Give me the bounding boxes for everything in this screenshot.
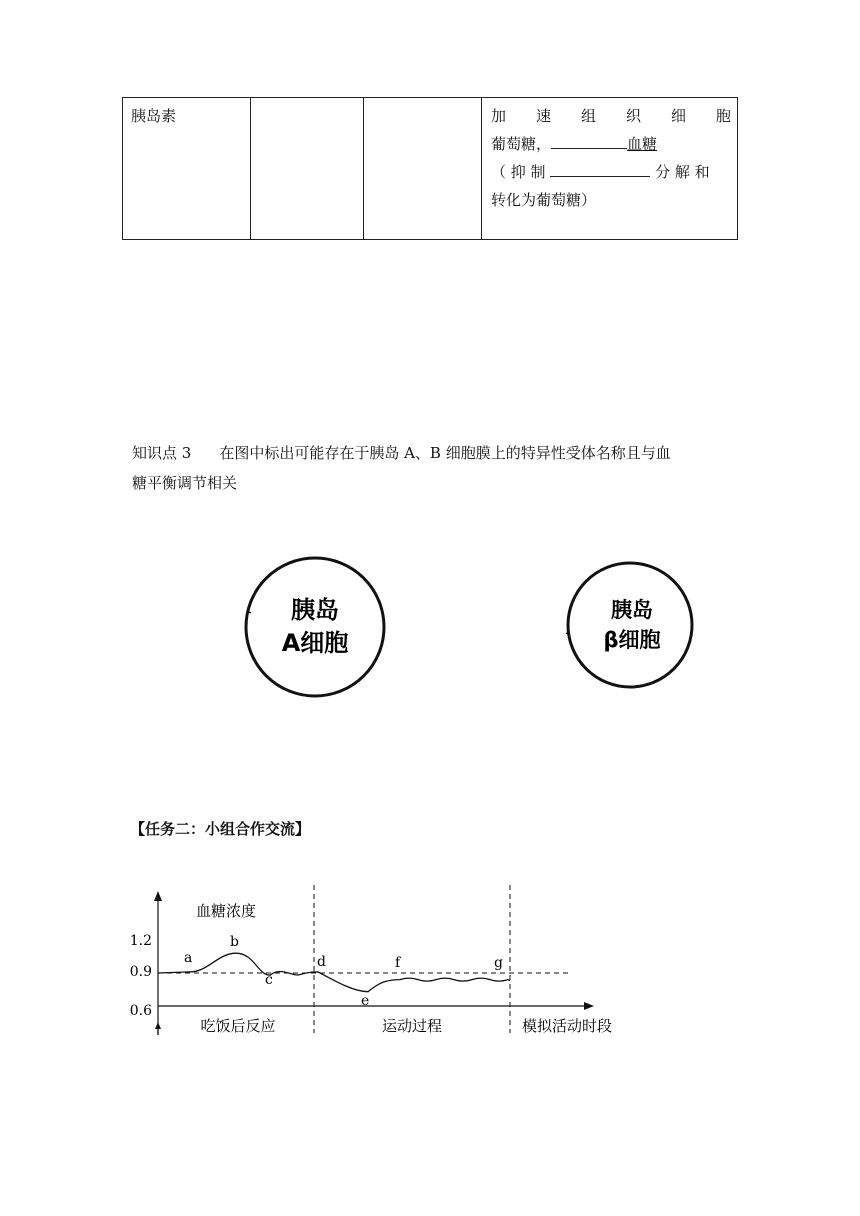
function-line-1 xyxy=(491,102,731,130)
task-title: 【任务二：小组合作交流】 xyxy=(130,820,311,838)
line3-open: （ 抑 制 xyxy=(491,163,546,181)
point-label-g: g xyxy=(494,955,503,971)
char: 细 xyxy=(670,107,686,125)
y-tick-label: 0.6 xyxy=(129,1003,152,1019)
alpha-cell-label-1: 胰岛 xyxy=(291,596,339,624)
insulin-function-cell xyxy=(491,102,731,214)
table-divider xyxy=(250,98,251,239)
char: 组 xyxy=(580,107,596,125)
function-line-4: 转化为葡萄糖） xyxy=(491,191,597,209)
point-label-b: b xyxy=(230,934,239,950)
section-label-simulation: 模拟活动时段 xyxy=(521,1017,613,1035)
beta-cell-label-1: 胰岛 xyxy=(611,598,653,622)
alpha-cell-membrane xyxy=(246,558,384,696)
alpha-cell-label-2: A细胞 xyxy=(281,629,349,657)
line2-suffix: 血糖 xyxy=(627,135,658,153)
point-label-e: e xyxy=(361,993,370,1009)
char: 速 xyxy=(535,107,551,125)
table-divider xyxy=(363,98,364,239)
section-label-exercise: 运动过程 xyxy=(381,1017,443,1035)
function-line-2 xyxy=(491,130,731,158)
point-label-d: d xyxy=(317,954,326,970)
y-axis-arrow xyxy=(154,891,162,901)
knowledge-text-cont: 糖平衡调节相关 xyxy=(132,474,238,492)
table-divider xyxy=(481,98,482,239)
knowledge-line-1 xyxy=(132,438,742,468)
y-tick-label: 1.2 xyxy=(129,933,152,949)
beta-cell-membrane xyxy=(568,563,692,687)
point-label-f: f xyxy=(395,955,401,971)
knowledge-text: 在图中标出可能存在于胰岛 A、B 细胞膜上的特异性受体名称且与血 xyxy=(219,444,671,462)
knowledge-label: 知识点 3 xyxy=(132,444,192,462)
knowledge-point xyxy=(132,438,742,498)
function-line-3 xyxy=(491,158,731,186)
alpha-cell-diagram xyxy=(240,545,390,705)
blood-sugar-series-line xyxy=(158,953,510,992)
table-row-label: 胰岛素 xyxy=(131,107,177,125)
beta-cell-label-2: β细胞 xyxy=(603,628,661,652)
section-label-meal: 吃饭后反应 xyxy=(200,1017,276,1035)
y-axis-label: 血糖浓度 xyxy=(196,902,257,920)
char: 加 xyxy=(491,107,507,125)
blood-sugar-chart xyxy=(118,885,613,1045)
point-label-a: a xyxy=(184,950,193,966)
insulin-table xyxy=(122,97,738,240)
beta-cell-diagram xyxy=(560,555,700,695)
answer-blank[interactable] xyxy=(550,158,650,177)
y-tick-label: 0.9 xyxy=(129,964,152,980)
line2-prefix: 葡萄糖， xyxy=(491,135,552,153)
x-axis-arrow xyxy=(584,1002,594,1010)
line3-suffix: 分 解 和 xyxy=(655,163,710,181)
answer-blank[interactable] xyxy=(551,130,627,149)
char: 胞 xyxy=(715,107,731,125)
y-axis-bottom-arrow xyxy=(155,1022,161,1029)
char: 织 xyxy=(625,107,641,125)
point-label-c: c xyxy=(265,972,273,988)
